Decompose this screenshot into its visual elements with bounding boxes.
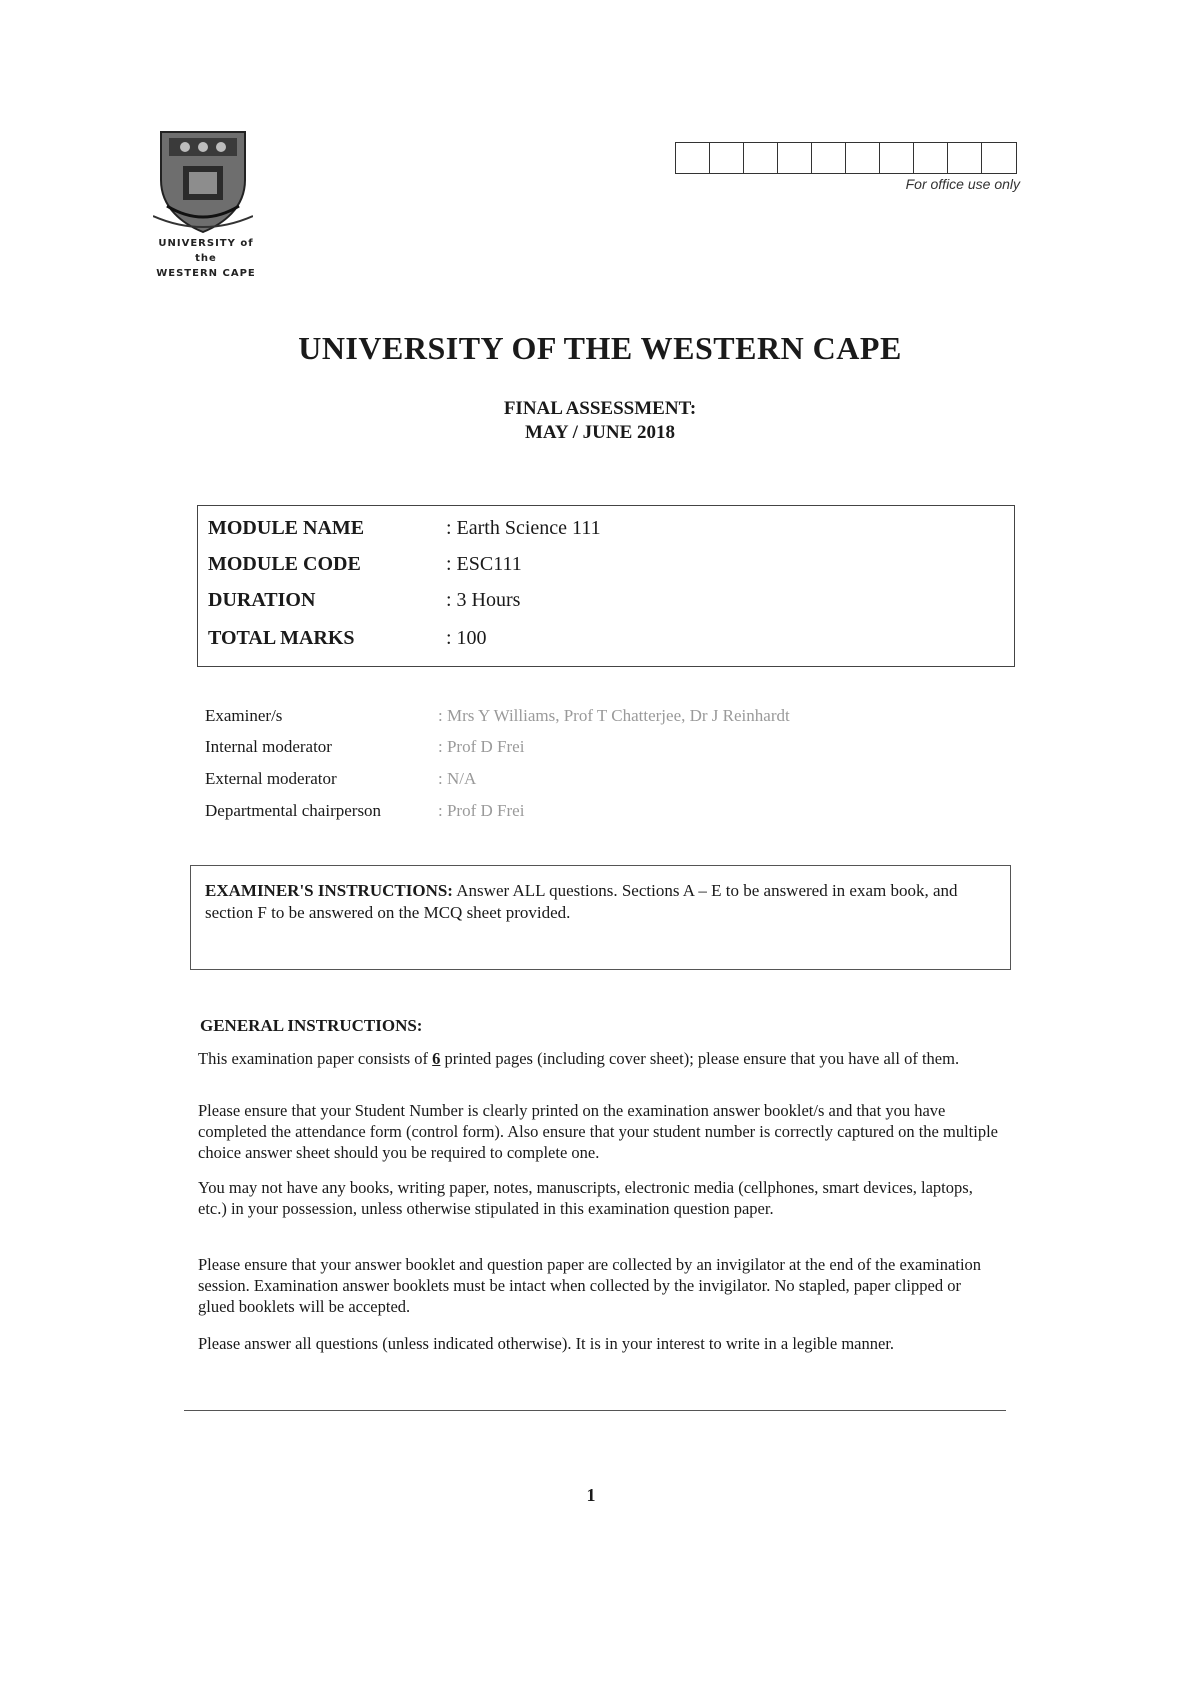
divider-line	[184, 1410, 1006, 1411]
instruction-paragraph: Please answer all questions (unless indicated otherwise). It is in your interest to write in a legible manner.	[198, 1334, 895, 1353]
office-use-label: For office use only	[905, 176, 1020, 192]
page-number: 1	[586, 1485, 596, 1505]
crest-caption: UNIVERSITY of the WESTERN CAPE	[156, 238, 256, 279]
exam-cover-page: UNIVERSITY of the WESTERN CAPE For office use only UNIVERSITY OF THE WESTERN CAPE FINAL ASSESSMENT: MAY / JUNE 2018 MODULE NAME : Earth Science 111 MODULE CODE : ESC111 DURATION : 3 Hours TOTAL MARKS : 100 Examiner/s : Mrs Y Williams, Prof T Chatterjee, Dr J Reinhardt Internal moderator : Prof D Frei External moderator : N/A Departmental chairperson : Prof D Frei EXAMINER'S INSTRUCTIONS: Answer ALL questions. Sections A – E to be answered in exam book, and section F to be answered on the MCQ sheet provided. GENERAL INSTRUCTIONS: This examination paper consists of 6 printed pages (including cover sheet); please ensure that you have all of them. Please ensure that your Student Number is clearly printed on the examination answer booklet/s and that you have completed the attendance form (control form). Also ensure that your student number is correctly captured on the multiple choice answer sheet should you be required to complete one. You may not have any books, writing paper, notes, manuscripts, electronic media (cellphones, smart devices, laptops, etc.) in your possession, unless otherwise stipulated in this examination question paper. Please ensure that your answer booklet and question paper are collected by an invigilator at the end of the examination session. Examination answer booklets must be intact when collected by the invigilator. No stapled, paper clipped or glued booklets will be accepted. Please answer all questions (unless indicated otherwise). It is in your interest to write in a legible manner. 1	[0, 0, 1200, 1697]
university-crest-logo	[153, 128, 253, 248]
instruction-paragraph: This examination paper consists of 6 printed pages (including cover sheet); please ensure that you have all of them.	[198, 1049, 960, 1068]
instruction-paragraph: Please ensure that your Student Number is clearly printed on the examination answer booklet/s and that you have completed the attendance form (control form). Also ensure that your student number is correctly captured on the multiple choice answer sheet should you be required to complete one.	[198, 1101, 999, 1162]
session-title: MAY / JUNE 2018	[524, 422, 676, 443]
general-instructions-heading: GENERAL INSTRUCTIONS:	[200, 1016, 423, 1035]
assessment-title: FINAL ASSESSMENT:	[503, 398, 697, 419]
examiner-instructions-box	[190, 865, 1011, 970]
instruction-paragraph: Please ensure that your answer booklet and question paper are collected by an invigilator at the end of the examination session. Examination answer booklets must be intact when collected by the invigilator. No stapled, paper clipped or glued booklets will be accepted.	[198, 1255, 982, 1316]
examiner-instructions-heading: EXAMINER'S INSTRUCTIONS:	[205, 881, 453, 900]
university-title: UNIVERSITY OF THE WESTERN CAPE	[298, 330, 902, 366]
examiner-instructions-text: Answer ALL questions. Sections A – E to be answered in exam book, and section F to be answered on the MCQ sheet provided.	[205, 881, 958, 922]
office-use-boxes	[675, 142, 1017, 174]
instruction-paragraph: You may not have any books, writing paper, notes, manuscripts, electronic media (cellphones, smart devices, laptops, etc.) in your possession, unless otherwise stipulated in this examination question paper.	[198, 1178, 973, 1218]
